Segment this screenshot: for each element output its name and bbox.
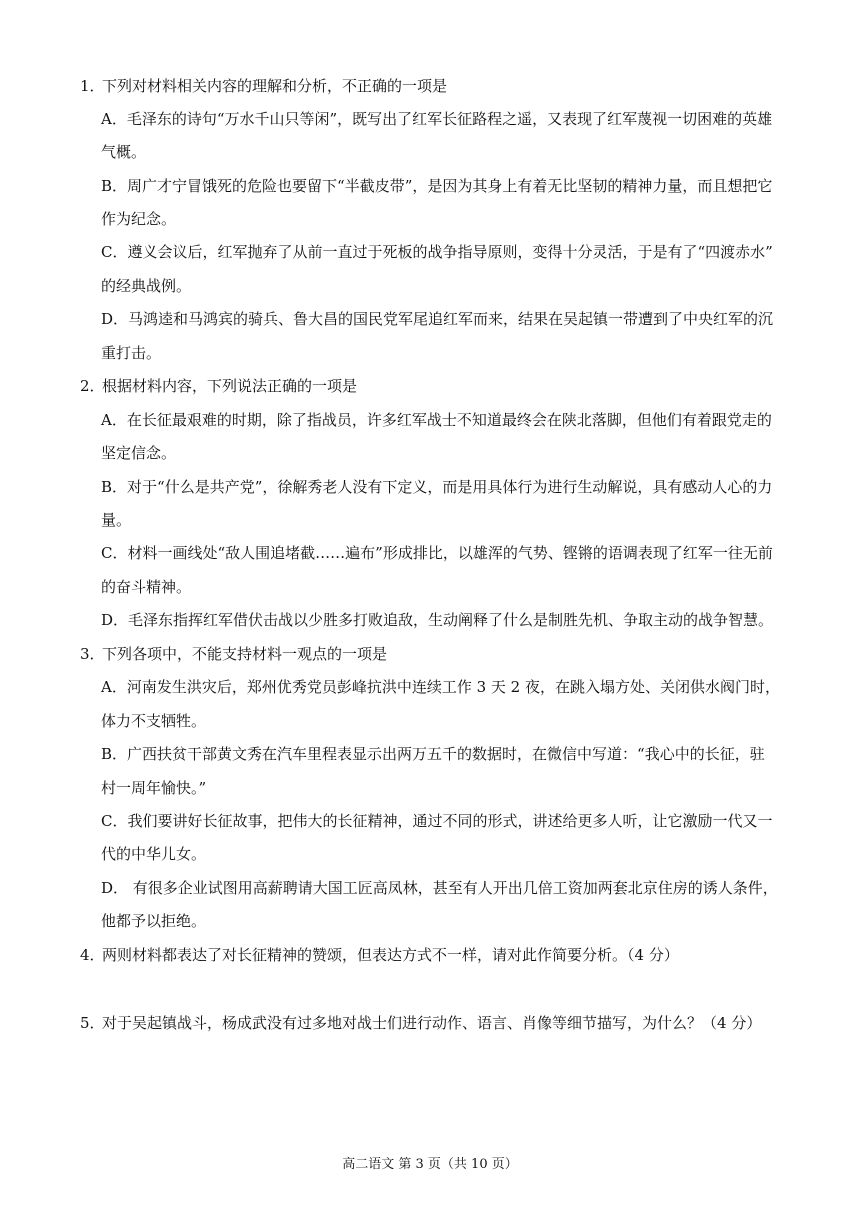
- question-3-option-a-cont: 体力不支牺牲。: [101, 712, 207, 730]
- question-2-option-b: B．对于“什么是共产党”，徐解秀老人没有下定义，而是用具体行为进行生动解说，具有感动人心的力: [101, 478, 773, 496]
- question-3-stem: 3．下列各项中，不能支持材料一观点的一项是: [80, 645, 388, 663]
- question-1-option-b-cont: 作为纪念。: [101, 210, 177, 228]
- question-5-stem: 5．对于吴起镇战斗，杨成武没有过多地对战士们进行动作、语言、肖像等细节描写，为什么？（4 分）: [80, 1014, 762, 1032]
- question-2-option-d: D．毛泽东指挥红军借伏击战以少胜多打败追敌，生动阐释了什么是制胜先机、争取主动的战争智慧。: [101, 611, 774, 629]
- question-2-stem: 2．根据材料内容，下列说法正确的一项是: [80, 377, 358, 395]
- question-1-option-a-cont: 气概。: [101, 143, 147, 161]
- question-1-option-c: C．遵义会议后，红军抛弃了从前一直过于死板的战争指导原则，变得十分灵活，于是有了“四渡赤水”: [101, 243, 773, 261]
- question-3-option-a: A．河南发生洪灾后，郑州优秀党员彭峰抗洪中连续工作 3 天 2 夜，在跳入塌方处、关闭供水阀门时，: [101, 678, 780, 696]
- question-2-option-c-cont: 的奋斗精神。: [101, 578, 192, 596]
- question-2-option-a-cont: 坚定信念。: [101, 444, 177, 462]
- question-3-option-c: C．我们要讲好长征故事，把伟大的长征精神，通过不同的形式，讲述给更多人听，让它激励一代又一: [101, 812, 773, 830]
- question-4-stem: 4．两则材料都表达了对长征精神的赞颂，但表达方式不一样，请对此作简要分析。（4 分）: [80, 946, 679, 964]
- question-1-option-b: B．周广才宁冒饿死的危险也要留下“半截皮带”，是因为其身上有着无比坚韧的精神力量，而且想把它: [101, 177, 773, 195]
- question-3-option-d: D． 有很多企业试图用高薪聘请大国工匠高凤林，甚至有人开出几倍工资加两套北京住房的诱人条件，: [101, 879, 778, 897]
- question-1-option-d-cont: 重打击。: [101, 344, 162, 362]
- question-3-option-b-cont: 村一周年愉快。”: [101, 779, 207, 797]
- question-2-option-b-cont: 量。: [101, 511, 132, 529]
- question-3-option-c-cont: 代的中华儿女。: [101, 845, 207, 863]
- question-3-option-b: B．广西扶贫干部黄文秀在汽车里程表显示出两万五千的数据时，在微信中写道：“我心中的长征，驻: [101, 745, 765, 763]
- question-1-option-d: D．马鸿逵和马鸿宾的骑兵、鲁大昌的国民党军尾追红军而来，结果在吴起镇一带遭到了中央红军的沉: [101, 310, 774, 328]
- question-2-option-a: A．在长征最艰难的时期，除了指战员，许多红军战士不知道最终会在陕北落脚，但他们有着跟党走的: [101, 411, 772, 429]
- page-footer: 高二语文 第 3 页（共 10 页）: [342, 1157, 518, 1172]
- question-1-option-c-cont: 的经典战例。: [101, 277, 192, 295]
- question-2-option-c: C．材料一画线处“敌人围追堵截……遍布”形成排比，以雄浑的气势、铿锵的语调表现了红军一往无前: [101, 544, 773, 562]
- question-1-option-a: A．毛泽东的诗句“万水千山只等闲”，既写出了红军长征路程之遥，又表现了红军蔑视一切困难的英雄: [101, 110, 773, 128]
- question-3-option-d-cont: 他都予以拒绝。: [101, 912, 207, 930]
- question-1-stem: 1．下列对材料相关内容的理解和分析，不正确的一项是: [80, 77, 448, 95]
